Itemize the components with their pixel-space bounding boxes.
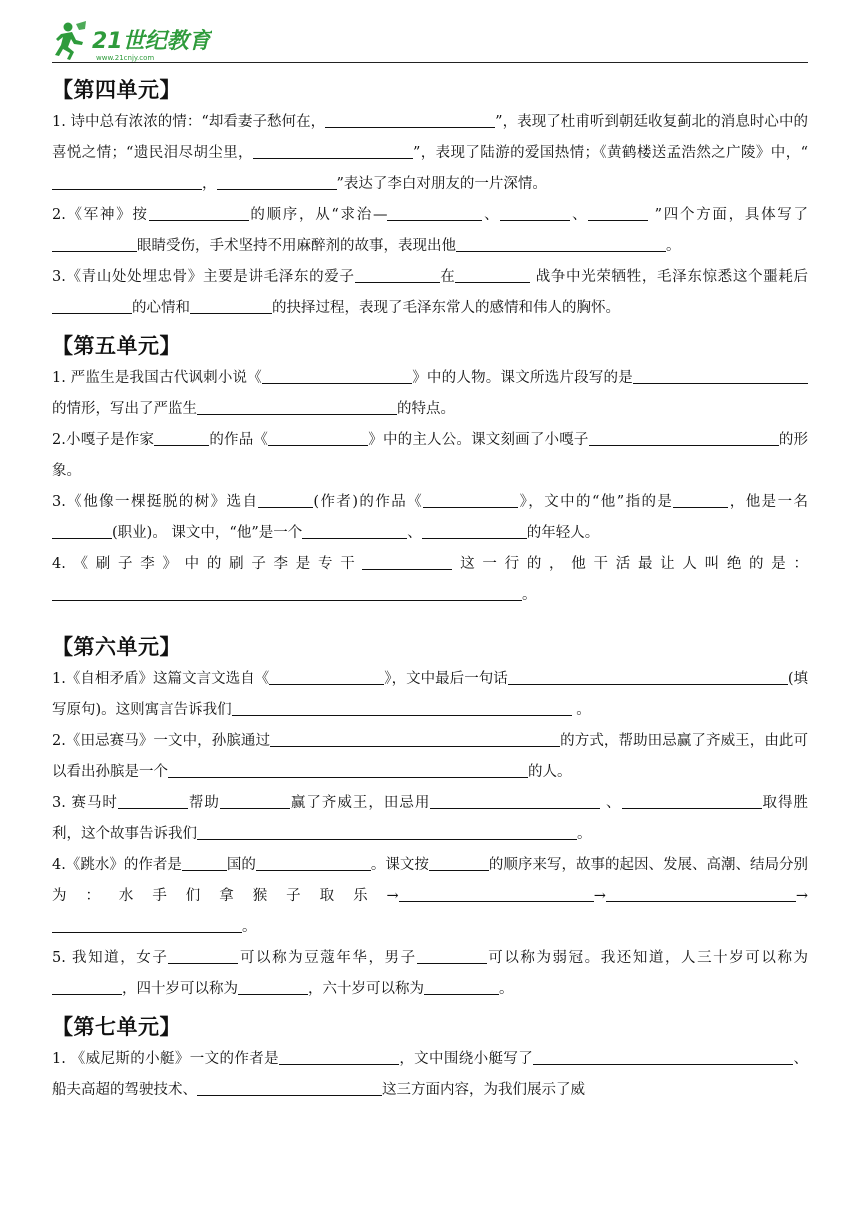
blank[interactable] — [52, 524, 112, 540]
blank[interactable] — [256, 856, 371, 872]
blank[interactable] — [269, 670, 384, 686]
unit-6-q3: 3. 赛马时 帮助 赢了齐威王，田忌用 、 取得胜利，这个故事告诉我们 。 — [52, 795, 809, 842]
logo-text: 21世纪教育 — [92, 29, 211, 54]
blank[interactable] — [197, 400, 397, 416]
blank[interactable] — [217, 175, 337, 191]
blank[interactable] — [387, 206, 482, 222]
blank[interactable] — [149, 206, 249, 222]
blank[interactable] — [262, 369, 412, 385]
blank[interactable] — [168, 949, 238, 965]
blank[interactable] — [622, 794, 762, 810]
blank[interactable] — [52, 175, 202, 191]
unit-7-q1: 1. 《威尼斯的小艇》一文的作者是 ，文中围绕小艇写了 、船夫高超的驾驶技术、 这三方面内容，为我们展示了威 — [52, 1051, 808, 1098]
blank[interactable] — [154, 431, 209, 447]
blank[interactable] — [362, 555, 452, 571]
unit-7-title: 【第七单元】 — [52, 1015, 181, 1039]
unit-5-q3: 3.《他像一棵挺脱的树》选自 (作者)的作品《 》，文中的“他”指的是 ，他是一名(职业)。 课文中，“他”是一个 、 的年轻人。 — [52, 494, 809, 541]
worksheet-content — [52, 66, 808, 1106]
blank[interactable] — [424, 980, 499, 996]
blank[interactable] — [302, 524, 407, 540]
unit-6-q1: 1.《自相矛盾》这篇文言文选自《 》，文中最后一句话 (填写原句)。这则寓言告诉我们 。 — [52, 671, 808, 718]
unit-4-q3: 3.《青山处处埋忠骨》主要是讲毛泽东的爱子 在 战争中光荣牺牲，毛泽东惊悉这个噩耗后的心情和 的抉择过程，表现了毛泽东常人的感情和伟人的胸怀。 — [52, 269, 808, 316]
blank[interactable] — [118, 794, 188, 810]
blank[interactable] — [52, 586, 522, 602]
blank[interactable] — [197, 825, 577, 841]
blank[interactable] — [182, 856, 227, 872]
blank[interactable] — [52, 918, 242, 934]
blank[interactable] — [270, 732, 560, 748]
header-rule — [52, 62, 808, 63]
blank[interactable] — [220, 794, 290, 810]
logo — [52, 20, 212, 64]
blank[interactable] — [430, 794, 600, 810]
unit-5-q1: 1. 严监生是我国古代讽刺小说《 》中的人物。课文所选片段写的是的情形，写出了严监生 的特点。 — [52, 363, 808, 425]
blank[interactable] — [456, 237, 666, 253]
blank[interactable] — [633, 369, 808, 385]
blank[interactable] — [455, 268, 530, 284]
unit-6-q5: 5. 我知道，女子 可以称为豆蔻年华，男子 可以称为弱冠。我还知道，人三十岁可以称为，四十岁可以称为 ，六十岁可以称为 。 — [52, 950, 809, 997]
unit-4-q2: 2.《军神》按 的顺序，从“求治— 、 、 ”四个方面，具体写了眼睛受伤，手术坚持不用麻醉剂的故事，表现出他 。 — [52, 207, 809, 254]
blank[interactable] — [423, 493, 518, 509]
blank[interactable] — [606, 887, 796, 903]
logo-url: www.21cnjy.com — [96, 54, 155, 62]
blank[interactable] — [533, 1050, 793, 1066]
blank[interactable] — [429, 856, 489, 872]
blank[interactable] — [253, 144, 413, 160]
blank[interactable] — [355, 268, 440, 284]
blank[interactable] — [52, 299, 132, 315]
unit-6-title: 【第六单元】 — [52, 635, 181, 659]
blank[interactable] — [238, 980, 308, 996]
blank[interactable] — [422, 524, 527, 540]
unit-4-q1: 1. 诗中总有浓浓的情：“却看妻子愁何在， ”，表现了杜甫听到朝廷收复蓟北的消息时心中的喜悦之情；“遗民泪尽胡尘里， ”，表现了陆游的爱国热情；《黄鹤楼送孟浩然之广陵》中，“， ”表达了李白对朋友的一片深情。 — [52, 114, 808, 192]
unit-6-q4: 4.《跳水》的作者是 国的 。课文按 的顺序来写，故事的起因、发展、高潮、结局分别为：水手们拿猴子取乐→ → →。 — [52, 857, 809, 935]
unit-5-q4: 4.《刷子李》中的刷子李是专干 这一行的，他干活最让人叫绝的是：。 — [52, 556, 809, 603]
runner-logo-icon — [52, 20, 212, 64]
blank[interactable] — [588, 206, 648, 222]
unit-6-q2: 2.《田忌赛马》一文中，孙膑通过 的方式，帮助田忌赢了齐威王，由此可以看出孙膑是一个 的人。 — [52, 733, 809, 780]
blank[interactable] — [417, 949, 487, 965]
blank[interactable] — [399, 887, 594, 903]
blank[interactable] — [508, 670, 788, 686]
blank[interactable] — [52, 237, 137, 253]
unit-4-title: 【第四单元】 — [52, 78, 181, 102]
blank[interactable] — [500, 206, 570, 222]
blank[interactable] — [197, 1081, 382, 1097]
blank[interactable] — [52, 980, 122, 996]
unit-5-q2: 2.小嘎子是作家 的作品《 》中的主人公。课文刻画了小嘎子 的形象。 — [52, 432, 809, 479]
blank[interactable] — [325, 113, 495, 129]
blank[interactable] — [190, 299, 272, 315]
unit-5-title: 【第五单元】 — [52, 334, 181, 358]
blank[interactable] — [232, 701, 572, 717]
blank[interactable] — [168, 763, 528, 779]
blank[interactable] — [258, 493, 313, 509]
blank[interactable] — [673, 493, 728, 509]
blank[interactable] — [589, 431, 779, 447]
blank[interactable] — [279, 1050, 399, 1066]
blank[interactable] — [268, 431, 368, 447]
page-header — [52, 18, 808, 64]
